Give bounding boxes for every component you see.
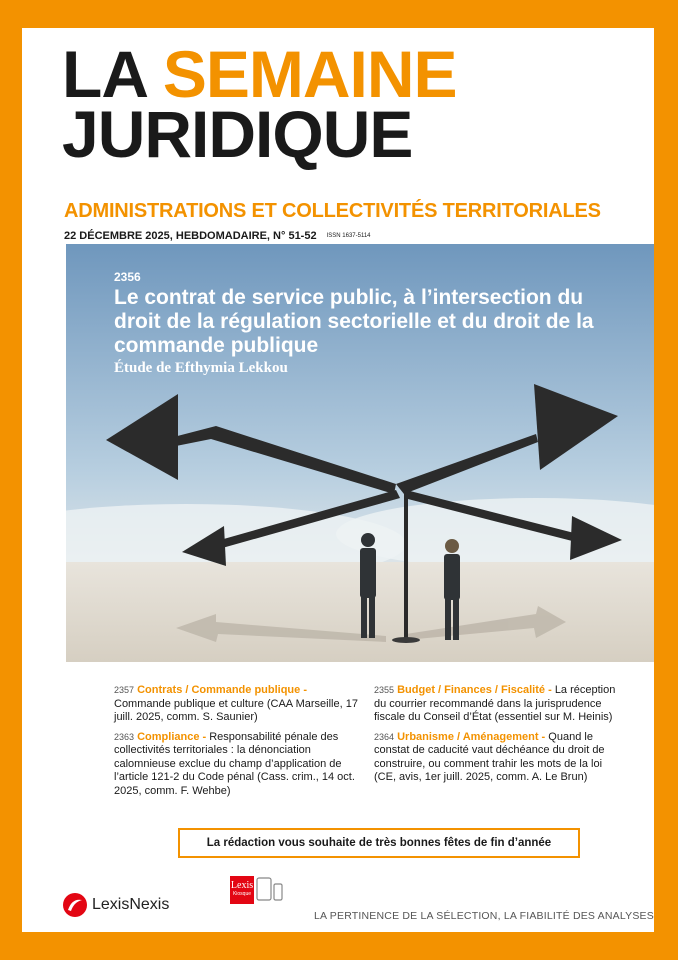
feature-image bbox=[66, 244, 654, 662]
item-number: 2357 bbox=[114, 685, 135, 695]
item-text: Quand le constat de caducité vaut déchéance du droit de construire, ou comment trahir les mots de la loi (CE, avis, 1er juill. 2025, comm. A. Le Brun) bbox=[374, 730, 605, 783]
item-category: Budget / Finances / Fiscalité - bbox=[397, 684, 552, 696]
item-text: Responsabilité pénale des collectivités territoriales : la dénonciation calomnieuse exclue du champ d’application de l’article 121-2 du Code pénal (Cass. crim., 14 oct. 2025, comm. F. Wehbe) bbox=[114, 730, 355, 797]
dateline bbox=[64, 230, 371, 242]
feature-title: Le contrat de service public, à l’intersection du droit de la régulation sectorielle et du droit de la commande publique bbox=[114, 286, 594, 357]
summary-item bbox=[374, 684, 624, 725]
tagline: LA PERTINENCE DE LA SÉLECTION, LA FIABILITÉ DES ANALYSES bbox=[314, 910, 654, 922]
summary-item bbox=[114, 731, 366, 799]
masthead-semaine: SEMAINE bbox=[162, 37, 457, 111]
issue-date: 22 DÉCEMBRE 2025, HEBDOMADAIRE, N° 51-52 bbox=[64, 230, 317, 242]
summary-column-left bbox=[114, 684, 366, 804]
feature-author: Étude de Efthymia Lekkou bbox=[114, 360, 288, 376]
feature-text bbox=[114, 270, 624, 377]
orange-side-band bbox=[654, 240, 678, 720]
devices-icon bbox=[256, 876, 284, 904]
item-text: La réception du courrier recommandé dans la jurisprudence fiscale du Conseil d’État (essentiel sur M. Heinis) bbox=[374, 684, 616, 723]
lexisnexis-logo bbox=[62, 890, 202, 920]
item-category: Compliance - bbox=[137, 730, 207, 743]
summary-column-right bbox=[374, 684, 624, 791]
issn: ISSN 1637-5114 bbox=[326, 233, 371, 240]
item-number: 2363 bbox=[114, 731, 135, 742]
masthead bbox=[62, 37, 457, 171]
edition-subtitle: ADMINISTRATIONS ET COLLECTIVITÉS TERRITORIALES bbox=[64, 200, 601, 222]
item-text: Commande publique et culture (CAA Marseille, 17 juill. 2025, comm. S. Saunier) bbox=[114, 697, 358, 723]
cover-sheet bbox=[22, 28, 654, 932]
greeting-banner: La rédaction vous souhaite de très bonnes fêtes de fin d’année bbox=[178, 828, 580, 858]
item-category: Urbanisme / Aménagement - bbox=[397, 730, 546, 743]
lexisnexis-emblem-icon bbox=[62, 892, 88, 918]
publisher-name: LexisNexis bbox=[92, 896, 170, 913]
summary-item bbox=[114, 684, 366, 725]
item-number: 2355 bbox=[374, 685, 395, 695]
summary-item bbox=[374, 731, 624, 785]
kiosque-badge bbox=[230, 876, 254, 904]
masthead-juridique: JURIDIQUE bbox=[62, 97, 413, 171]
feature-number: 2356 bbox=[114, 270, 141, 284]
item-category: Contrats / Commande publique - bbox=[137, 684, 307, 696]
lexis-kiosque-logo bbox=[230, 876, 282, 916]
item-number: 2364 bbox=[374, 731, 395, 742]
signpost-pole bbox=[404, 490, 408, 640]
kiosque-line1: Lexis bbox=[230, 880, 254, 891]
masthead-la: LA bbox=[62, 37, 146, 111]
kiosque-line2: Kiosque bbox=[232, 891, 252, 897]
